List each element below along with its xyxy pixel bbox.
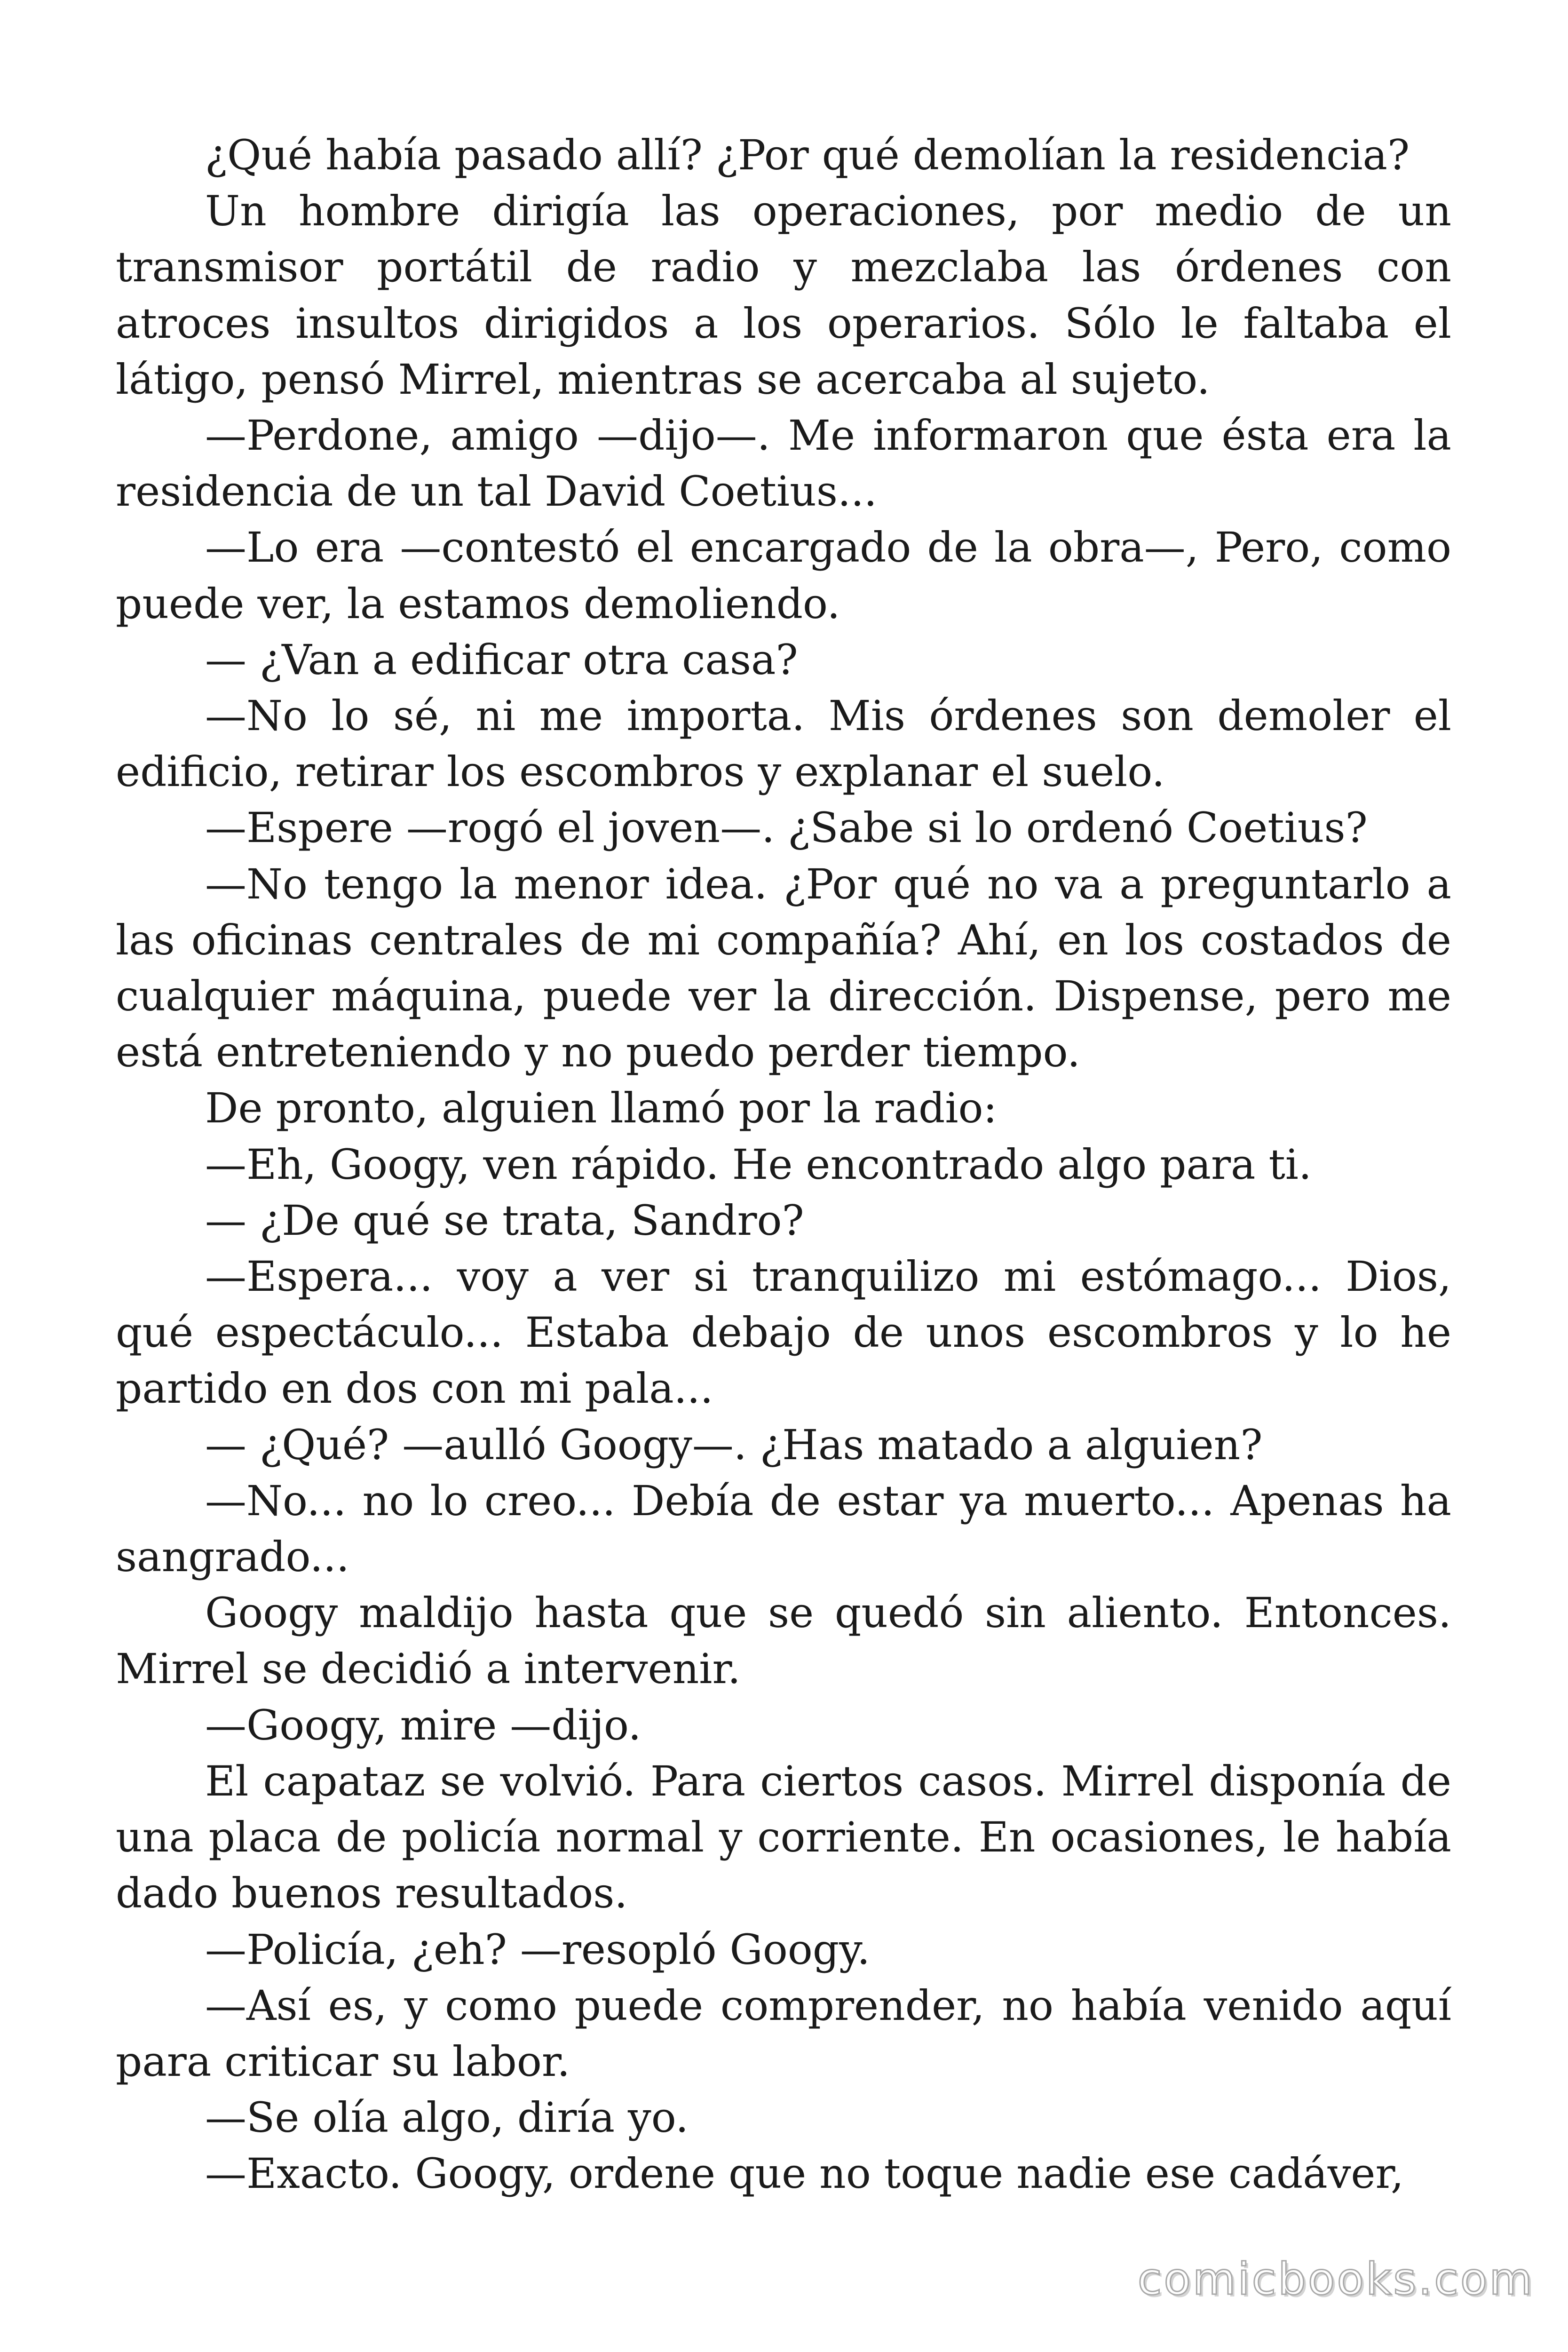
paragraph: —Exacto. Googy, ordene que no toque nadie ese cadáver, bbox=[205, 2149, 1404, 2198]
paragraph: — ¿Van a edificar otra casa? bbox=[205, 635, 798, 684]
paragraph: ¿Qué había pasado allí? ¿Por qué demolían la residencia? bbox=[205, 131, 1410, 179]
paragraph: —Espera... voy a ver si tranquilizo mi estómago... Dios, qué espectáculo... Estaba debajo de unos escombros y lo he partido en dos con mi pala... bbox=[116, 1252, 1451, 1413]
paragraph: —Policía, ¿eh? —resopló Googy. bbox=[205, 1925, 871, 1974]
paragraph: —Eh, Googy, ven rápido. He encontrado algo para ti. bbox=[205, 1140, 1312, 1189]
paragraph: El capataz se volvió. Para ciertos casos. Mirrel disponía de una placa de policía normal y corriente. En ocasiones, le había dado buenos resultados. bbox=[116, 1756, 1451, 1918]
paragraph: —Espere —rogó el joven—. ¿Sabe si lo ordenó Coetius? bbox=[205, 803, 1368, 852]
paragraph: —Perdone, amigo —dijo—. Me informaron que ésta era la residencia de un tal David Coetius... bbox=[116, 411, 1451, 516]
paragraph: —Lo era —contestó el encargado de la obra—, Pero, como puede ver, la estamos demoliendo. bbox=[116, 523, 1451, 628]
paragraph: Googy maldijo hasta que se quedó sin aliento. Entonces. Mirrel se decidió a intervenir. bbox=[116, 1589, 1451, 1693]
paragraph: Un hombre dirigía las operaciones, por medio de un transmisor portátil de radio y mezclaba las órdenes con atroces insultos dirigidos a los operarios. Sólo le faltaba el látigo, pensó Mirrel, mientras se acercaba al sujeto. bbox=[116, 187, 1451, 404]
body-text bbox=[116, 127, 1451, 2202]
paragraph: De pronto, alguien llamó por la radio: bbox=[205, 1084, 998, 1133]
paragraph: —Googy, mire —dijo. bbox=[205, 1700, 641, 1749]
paragraph: —No tengo la menor idea. ¿Por qué no va a preguntarlo a las oficinas centrales de mi compañía? Ahí, en los costados de cualquier máquina, puede ver la dirección. Dispense, pero me está entreteniendo y no puedo perder tiempo. bbox=[116, 859, 1451, 1077]
paragraph: — ¿Qué? —aulló Googy—. ¿Has matado a alguien? bbox=[205, 1420, 1263, 1469]
paragraph: —Se olía algo, diría yo. bbox=[205, 2093, 689, 2142]
paragraph: —Así es, y como puede comprender, no había venido aquí para criticar su labor. bbox=[116, 1981, 1451, 2086]
paragraph: — ¿De qué se trata, Sandro? bbox=[205, 1196, 804, 1245]
paragraph: —No... no lo creo... Debía de estar ya muerto... Apenas ha sangrado... bbox=[116, 1476, 1451, 1581]
paragraph: —No lo sé, ni me importa. Mis órdenes son demoler el edificio, retirar los escombros y explanar el suelo. bbox=[116, 691, 1451, 796]
watermark: comicbooks.com bbox=[1137, 2254, 1534, 2305]
